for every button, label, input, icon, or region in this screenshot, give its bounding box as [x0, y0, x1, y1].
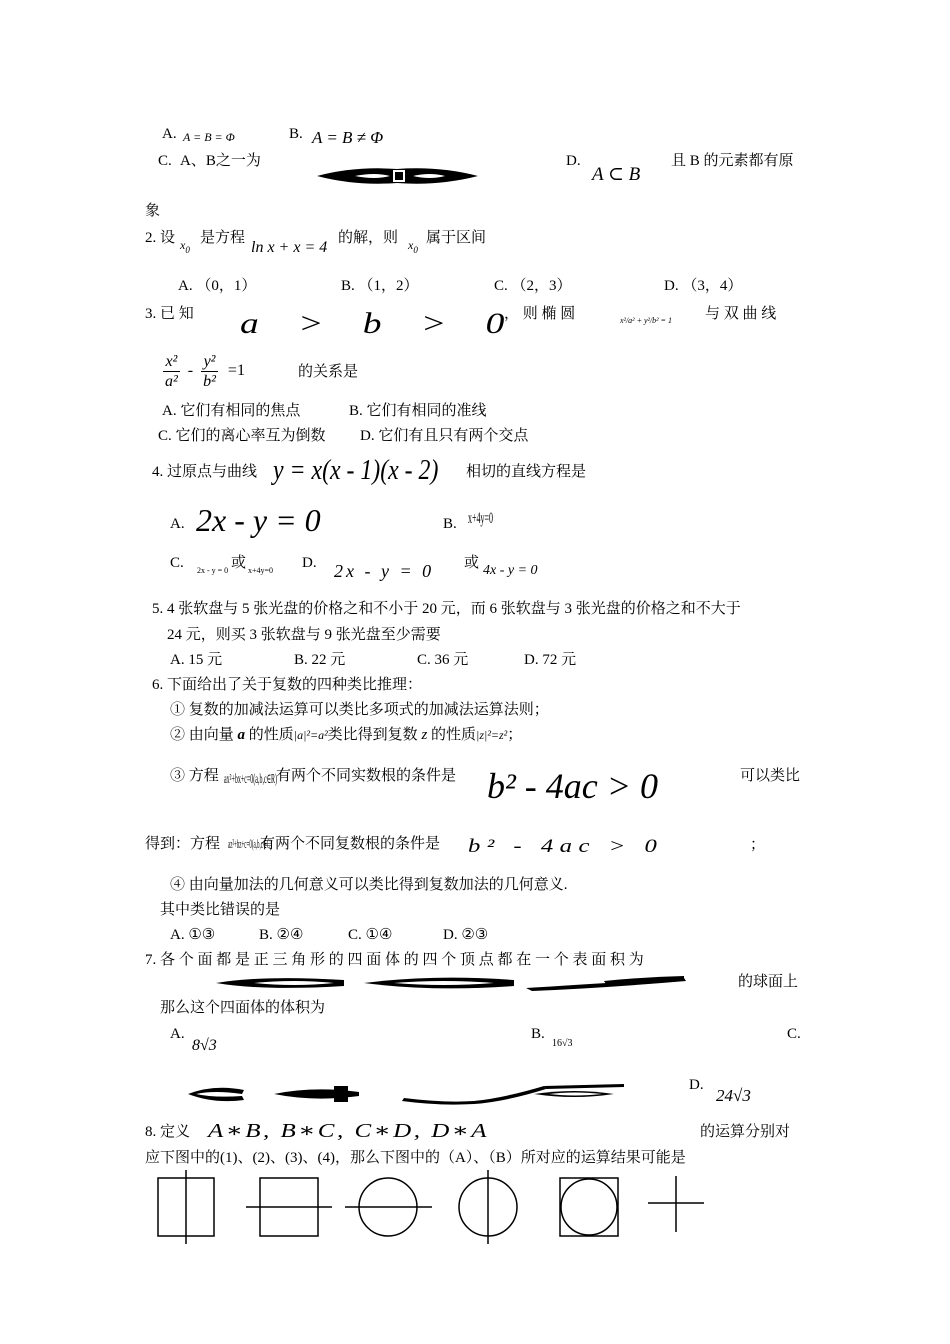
q4-option-a-label: A. — [170, 516, 185, 532]
q7-distorted-surface-area-graphic — [214, 972, 694, 994]
q5-line2: 24 元，则买 3 张软盘与 9 张光盘至少需要 — [167, 627, 441, 643]
q6-option-d: D. ②③ — [443, 927, 489, 943]
q1-option-d-text: 且 B 的元素都有原 — [671, 153, 794, 169]
q6-item-3-equation: ax²+bx+c=0(a,b,c∈R) — [224, 774, 278, 788]
q6-item-3-cont-b: 有两个不同复数根的条件是 — [260, 836, 441, 852]
q8-figures — [150, 1170, 720, 1250]
q6-item-1: ① 复数的加减法运算可以类比多项式的加减法运算法则； — [170, 702, 549, 718]
q3-stem-d: 的关系是 — [298, 364, 359, 380]
q8-line2: 应下图中的(1)、(2)、(3)、(4)，那么下图中的（A）、（B）所对应的运算结果可能是 — [145, 1150, 686, 1166]
q4-stem-b: 相切的直线方程是 — [466, 464, 587, 480]
q7-option-a-math: 8√3 — [192, 1037, 217, 1054]
q3-stem-b: ， 则 椭 圆 — [504, 306, 576, 322]
q3-condition: a > b > 0 — [240, 307, 520, 340]
q6-item-3-c: 可以类比 — [740, 768, 801, 784]
q7-option-b-math: 16√3 — [552, 1038, 573, 1049]
q3-stem-a: 3. 已 知 — [145, 306, 194, 322]
q5-option-c: C. 36 元 — [417, 652, 469, 668]
q8-figure-3 — [345, 1178, 432, 1236]
q4-option-c-math1: 2x - y = 0 — [197, 566, 229, 575]
q8-stem-a: 8. 定义 — [145, 1124, 191, 1140]
q4-option-b-label: B. — [443, 516, 457, 532]
q8-stem-b: 的运算分别对 — [700, 1124, 791, 1140]
q4-option-d-math2: 4x - y = 0 — [483, 563, 538, 578]
q4-option-c-math2: x+4y=0 — [248, 566, 274, 575]
q7-line1: 7. 各 个 面 都 是 正 三 角 形 的 四 面 体 的 四 个 顶 点 都 在 一 个 表 面 积 为 — [145, 952, 644, 968]
q6-option-a: A. ①③ — [170, 927, 216, 943]
q6-item-3-cont-equation: az²+bz+c=0(a,b,c∈C) — [228, 840, 272, 853]
q5-option-b: B. 22 元 — [294, 652, 346, 668]
q1-option-d-label: D. — [566, 153, 581, 169]
q3-option-d: D. 它们有且只有两个交点 — [360, 428, 529, 444]
q1-option-d-math: A ⊂ B — [592, 164, 641, 185]
q2-x0: $x_0$ — [180, 238, 190, 255]
q2-stem-c: 的解，则 — [338, 230, 399, 246]
q4-option-d-math1: 2x - y = 0 — [334, 561, 435, 581]
q7-option-b-label: B. — [531, 1026, 545, 1042]
q3-ellipse: x²/a² + y²/b² = 1 — [620, 316, 672, 325]
q2-option-d: D. （3，4） — [664, 278, 743, 294]
q8-figure-2 — [246, 1178, 332, 1236]
q3-stem-c: 与 双 曲 线 — [705, 306, 777, 322]
q3-option-b: B. 它们有相同的准线 — [349, 403, 487, 419]
q6-conclusion: 其中类比错误的是 — [160, 902, 281, 918]
q1-option-a-math: A = B = Φ — [183, 130, 235, 144]
q6-item-3-condition: b² - 4ac > 0 — [487, 766, 659, 806]
q6-option-c: C. ①④ — [348, 927, 393, 943]
q4-stem-a: 4. 过原点与曲线 — [152, 464, 258, 480]
q3-hyperbola: $\frac{\text{x²}}{\text{a²}}$ - $\frac{\text{y²}}{\text{b²}}$ =1 — [165, 353, 245, 391]
q4-curve: y = x(x - 1)(x - 2) — [273, 455, 439, 486]
q2-option-c: C. （2，3） — [494, 278, 572, 294]
q4-option-a-math: 2x - y = 0 — [196, 502, 321, 538]
q8-figure-4 — [459, 1170, 517, 1244]
q6-item-3-a: ③ 方程 — [170, 768, 219, 784]
q5-option-a: A. 15 元 — [170, 652, 223, 668]
q1-wrap-text: 象 — [145, 203, 161, 219]
q7-line2: 那么这个四面体的体积为 — [160, 1000, 326, 1016]
q6-item-4: ④ 由向量加法的几何意义可以类比得到复数加法的几何意义. — [170, 877, 568, 893]
q6-item-3-cont-condition: b² - 4ac > 0 — [468, 836, 664, 857]
q1-option-c-label: C. — [158, 153, 172, 169]
q1-option-b-label: B. — [289, 126, 303, 142]
q8-figure-a — [560, 1178, 618, 1236]
q4-option-d-label: D. — [302, 555, 317, 571]
q5-option-d: D. 72 元 — [524, 652, 577, 668]
q8-operations: A∗B, B∗C, C∗D, D∗A — [208, 1120, 490, 1142]
q1-distorted-formula-graphic — [315, 166, 480, 186]
q1-option-c-text: A、B之一为 — [180, 153, 261, 169]
q6-option-b: B. ②④ — [259, 927, 304, 943]
q5-line1: 5. 4 张软盘与 5 张光盘的价格之和不小于 20 元，而 6 张软盘与 3 张光盘的价格之和不大于 — [152, 601, 741, 617]
q3-option-c: C. 它们的离心率互为倒数 — [158, 428, 326, 444]
q6-item-3-cont-end: ； — [750, 837, 766, 853]
q8-figure-1 — [158, 1170, 214, 1244]
q4-option-b-math: x+4y=0 — [468, 509, 494, 528]
q6-item-3-cont-a: 得到：方程 — [145, 836, 221, 852]
q7-option-a-label: A. — [170, 1026, 185, 1042]
q4-option-d-or: 或 — [464, 555, 480, 571]
q4-option-c-label: C. — [170, 555, 184, 571]
q6-item-2: ② 由向量 a 的性质|a|²=a²类比得到复数 z 的性质|z|²=z²； — [170, 727, 523, 743]
q2-x0-again: $x_0$ — [408, 238, 418, 255]
q2-stem-d: 属于区间 — [426, 230, 487, 246]
q8-figure-b — [648, 1176, 704, 1232]
q2-stem-b: 是方程 — [200, 230, 246, 246]
q3-option-a: A. 它们有相同的焦点 — [162, 403, 301, 419]
q7-line1-end: 的球面上 — [738, 974, 799, 990]
q6-stem: 6. 下面给出了关于复数的四种类比推理： — [152, 677, 423, 693]
q6-item-3-b: 有两个不同实数根的条件是 — [276, 768, 457, 784]
q7-option-d-math: 24√3 — [716, 1086, 751, 1105]
q1-option-a-label: A. — [162, 126, 177, 142]
q4-option-c-or: 或 — [231, 555, 247, 571]
q1-option-b-math: A = B ≠ Φ — [312, 128, 384, 147]
q2-option-a: A. （0，1） — [178, 278, 257, 294]
q2-option-b: B. （1，2） — [341, 278, 419, 294]
q7-distorted-option-c-graphic — [184, 1082, 624, 1106]
q7-option-c-label: C. — [787, 1026, 801, 1042]
q2-equation: ln x + x = 4 — [251, 239, 328, 256]
q7-option-d-label: D. — [689, 1077, 704, 1093]
q2-stem-a: 2. 设 — [145, 230, 176, 246]
